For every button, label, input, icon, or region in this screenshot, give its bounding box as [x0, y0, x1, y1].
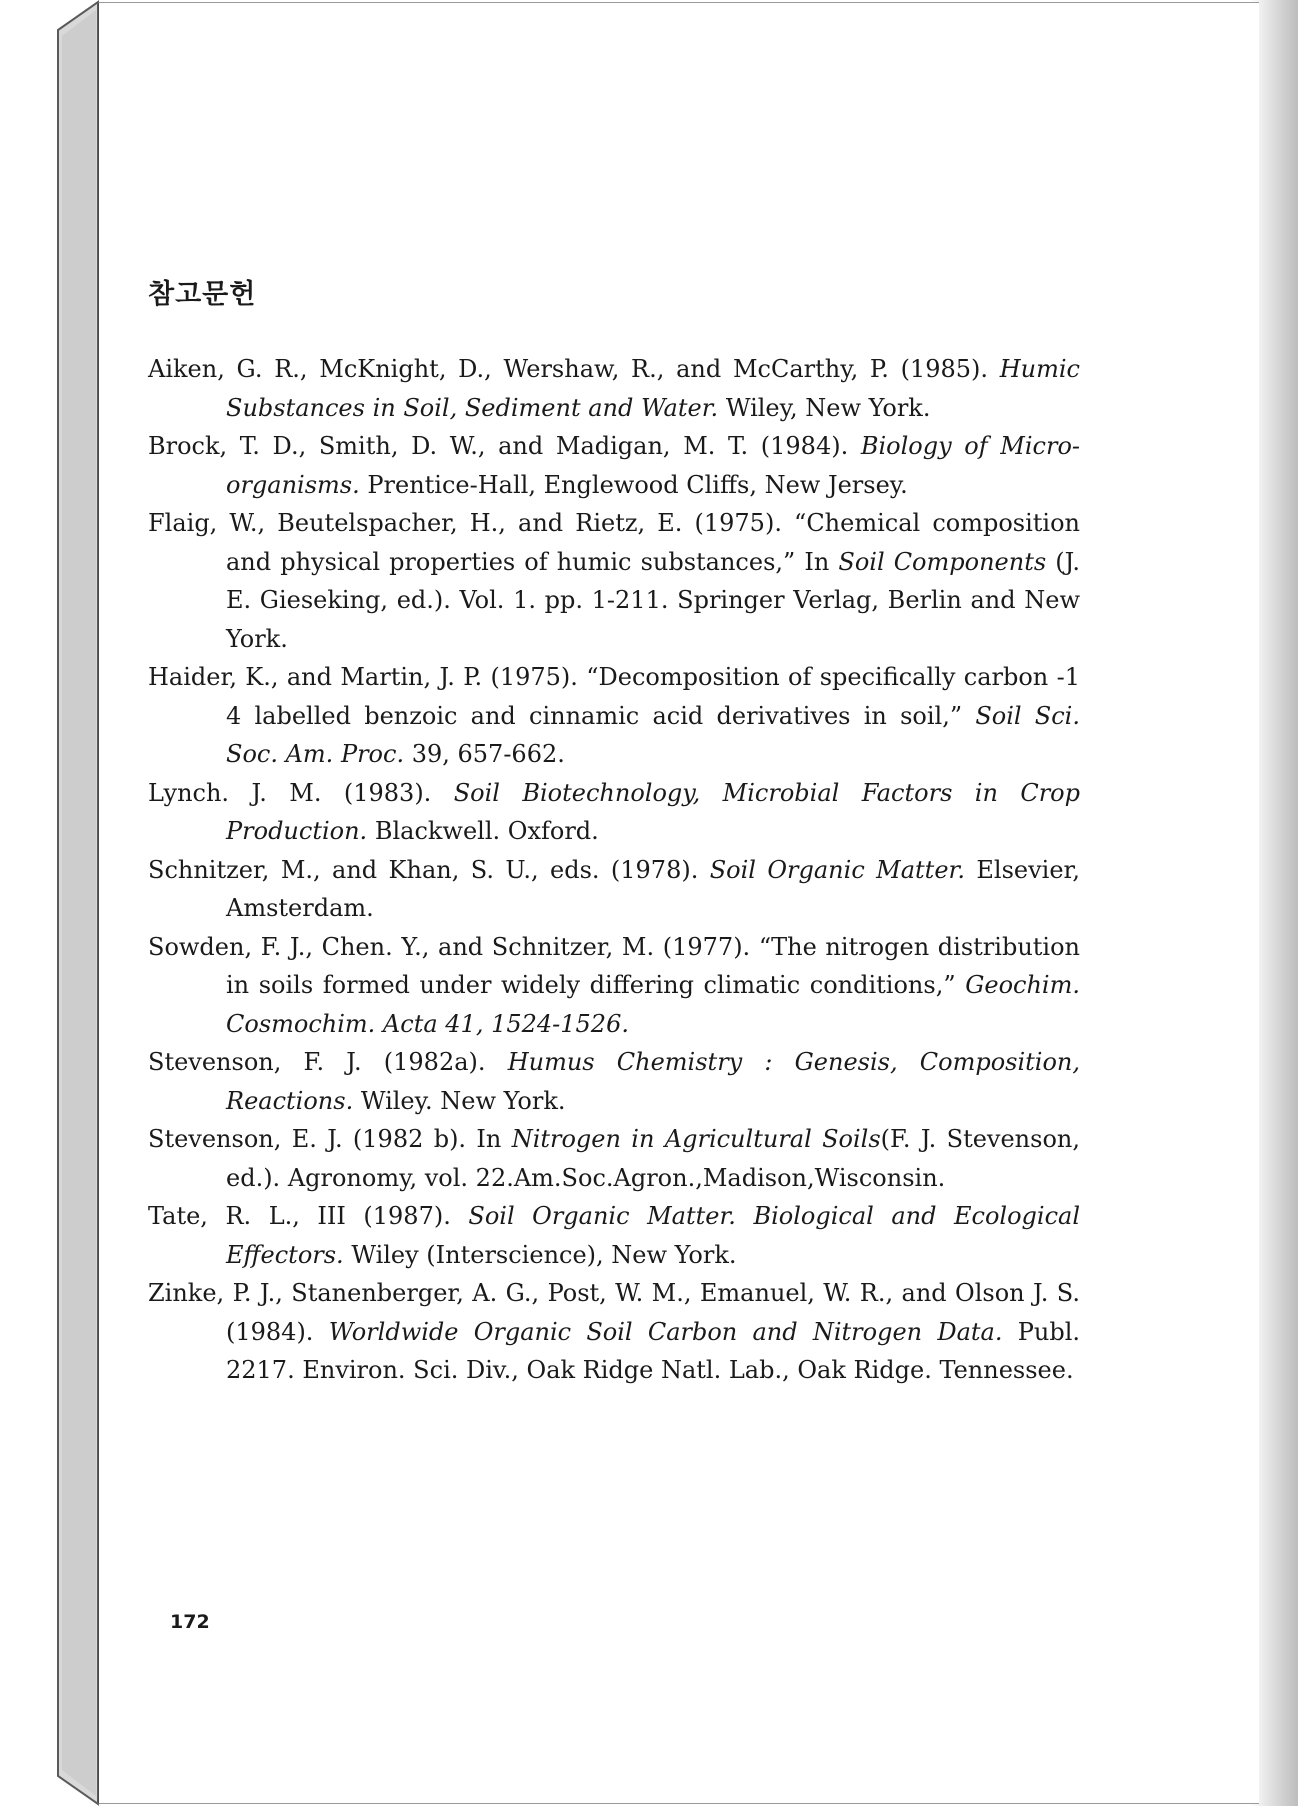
reference-item: Aiken, G. R., McKnight, D., Wershaw, R., and McCarthy, P. (1985). Humic Substances in Soil, Sediment and Water. Wiley, New York. [148, 355, 1080, 422]
reference-item: Stevenson, E. J. (1982 b). In Nitrogen in Agricultural Soils(F. J. Stevenson, ed.). Agronomy, vol. 22.Am.Soc.Agron.,Madison,Wisconsin. [148, 1125, 1080, 1192]
reference-item: Sowden, F. J., Chen. Y., and Schnitzer, M. (1977). “The nitrogen distribution in soils formed under widely differing climatic conditions,” Geochim. Cosmochim. Acta 41, 1524-1526. [148, 932, 1080, 1038]
reference-item: Haider, K., and Martin, J. P. (1975). “Decomposition of specifically carbon -1 4 labelled benzoic and cinnamic acid derivatives in soil,” Soil Sci. Soc. Am. Proc. 39, 657-662. [148, 663, 1080, 768]
page-number: 172 [170, 1611, 210, 1633]
reference-item: Flaig, W., Beutelspacher, H., and Rietz, E. (1975). “Chemical composition and physical properties of humic substances,” In Soil Components (J. E. Gieseking, ed.). Vol. 1. pp. 1-211. Springer Verlag, Berlin and New York. [148, 509, 1080, 653]
reference-item: Stevenson, F. J. (1982a). Humus Chemistry : Genesis, Composition, Reactions. Wiley. New York. [148, 1048, 1080, 1115]
reference-list [148, 350, 1080, 1390]
reference-item: Brock, T. D., Smith, D. W., and Madigan, M. T. (1984). Biology of Micro-organisms. Prentice-Hall, Englewood Cliffs, New Jersey. [148, 432, 1080, 499]
reference-item: Lynch. J. M. (1983). Soil Biotechnology, Microbial Factors in Crop Production. Blackwell. Oxford. [148, 778, 1080, 845]
section-heading: 참고문헌 [148, 279, 257, 310]
reference-item: Tate, R. L., III (1987). Soil Organic Matter. Biological and Ecological Effectors. Wiley (Interscience), New York. [148, 1202, 1081, 1269]
reference-item: Zinke, P. J., Stanenberger, A. G., Post, W. M., Emanuel, W. R., and Olson J. S. (1984). Worldwide Organic Soil Carbon and Nitrogen Data. Publ. 2217. Environ. Sci. Div., Oak Ridge Natl. Lab., Oak Ridge. Tennessee. [148, 1279, 1081, 1384]
reference-item: Schnitzer, M., and Khan, S. U., eds. (1978). Soil Organic Matter. Elsevier, Amsterdam. [148, 855, 1081, 922]
